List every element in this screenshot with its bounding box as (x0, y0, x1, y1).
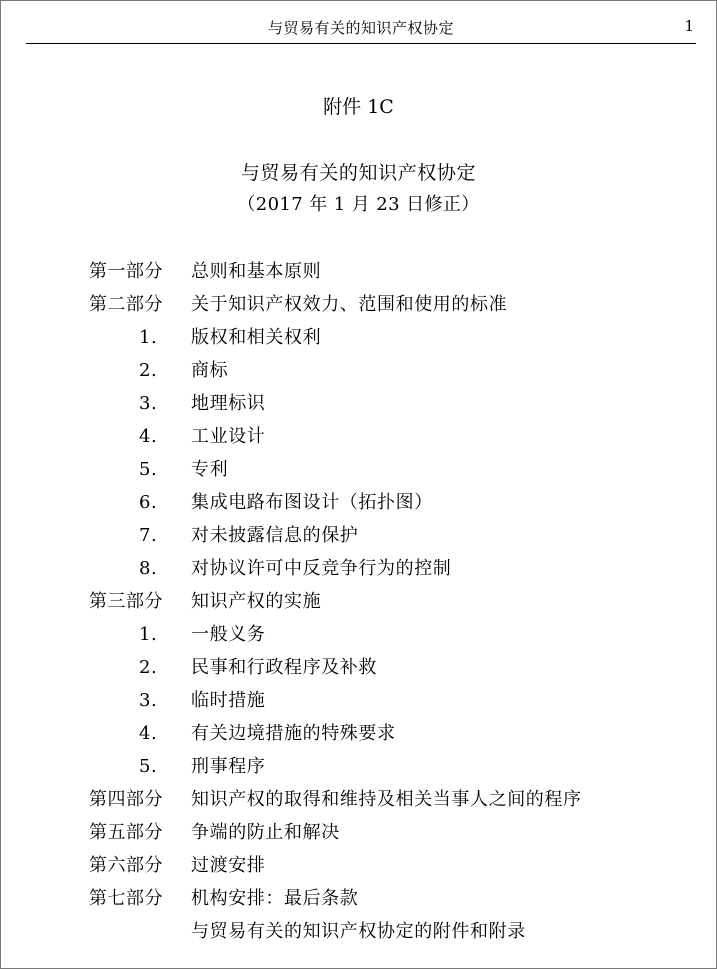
toc-section-number: 2. (139, 657, 158, 678)
toc-entry-title: 对未披露信息的保护 (191, 525, 359, 546)
toc-section-number: 1. (139, 327, 158, 348)
toc-entry-title: 知识产权的取得和维持及相关当事人之间的程序 (191, 789, 582, 810)
toc-entry-title: 有关边境措施的特殊要求 (191, 723, 396, 744)
document-title: 与贸易有关的知识产权协定 (240, 162, 477, 184)
toc-part-label: 第六部分 (89, 855, 163, 876)
toc-entry-title: 机构安排：最后条款 (191, 888, 359, 909)
toc-section-number: 3. (139, 393, 158, 414)
toc-entry-title: 对协议许可中反竞争行为的控制 (191, 558, 452, 579)
toc-entry-title: 一般义务 (191, 624, 266, 645)
toc-part-row (1, 783, 717, 816)
page-number: 1 (684, 17, 694, 35)
toc-section-row (1, 552, 717, 585)
toc-section-row (1, 750, 717, 783)
toc-section-number: 1. (139, 624, 158, 645)
toc-section-number: 5. (139, 459, 158, 480)
document-subtitle: （2017 年 1 月 23 日修正） (237, 194, 480, 215)
toc-entry-title: 地理标识 (191, 393, 266, 414)
toc-part-row (1, 849, 717, 882)
toc-section-number: 4. (139, 426, 158, 447)
toc-part-label: 第七部分 (89, 888, 163, 909)
toc-section-row (1, 717, 717, 750)
toc-section-number: 3. (139, 690, 158, 711)
toc-section-row (1, 420, 717, 453)
toc-continuation-row (1, 915, 717, 948)
annex-label: 附件 1C (323, 96, 394, 118)
toc-section-number: 4. (139, 723, 158, 744)
toc-part-label: 第四部分 (89, 789, 163, 810)
toc-entry-title: 关于知识产权效力、范围和使用的标准 (191, 294, 508, 315)
toc-section-row (1, 453, 717, 486)
toc-section-row (1, 684, 717, 717)
toc-entry-title: 民事和行政程序及补救 (191, 657, 377, 678)
toc-section-row (1, 387, 717, 420)
toc-section-row (1, 354, 717, 387)
toc-part-label: 第二部分 (89, 294, 163, 315)
toc-section-number: 2. (139, 360, 158, 381)
toc-entry-title: 争端的防止和解决 (191, 822, 340, 843)
toc-entry-title: 版权和相关权利 (191, 327, 322, 348)
toc-part-row (1, 255, 717, 288)
toc-part-row (1, 816, 717, 849)
toc-entry-title: 与贸易有关的知识产权协定的附件和附录 (191, 921, 526, 942)
toc-section-row (1, 618, 717, 651)
header-title: 与贸易有关的知识产权协定 (267, 19, 454, 37)
toc-section-number: 7. (139, 525, 158, 546)
toc-entry-title: 专利 (191, 459, 229, 480)
toc-section-row (1, 321, 717, 354)
toc-entry-title: 集成电路布图设计（拓扑图） (191, 492, 433, 513)
toc-entry-title: 商标 (191, 360, 229, 381)
toc-part-row (1, 288, 717, 321)
toc-entry-title: 过渡安排 (191, 855, 266, 876)
toc-part-label: 第一部分 (89, 261, 163, 282)
toc-section-number: 5. (139, 756, 158, 777)
toc-section-number: 6. (139, 492, 158, 513)
toc-part-row (1, 882, 717, 915)
toc-entry-title: 总则和基本原则 (191, 261, 322, 282)
toc-entry-title: 知识产权的实施 (191, 591, 322, 612)
toc-entry-title: 工业设计 (191, 426, 266, 447)
toc-part-label: 第五部分 (89, 822, 163, 843)
toc-part-row (1, 585, 717, 618)
toc-entry-title: 临时措施 (191, 690, 266, 711)
running-header (26, 15, 696, 44)
toc-part-label: 第三部分 (89, 591, 163, 612)
toc-entry-title: 刑事程序 (191, 756, 266, 777)
toc-section-row (1, 519, 717, 552)
toc-section-row (1, 486, 717, 519)
table-of-contents (1, 255, 717, 948)
toc-section-number: 8. (139, 558, 158, 579)
toc-section-row (1, 651, 717, 684)
